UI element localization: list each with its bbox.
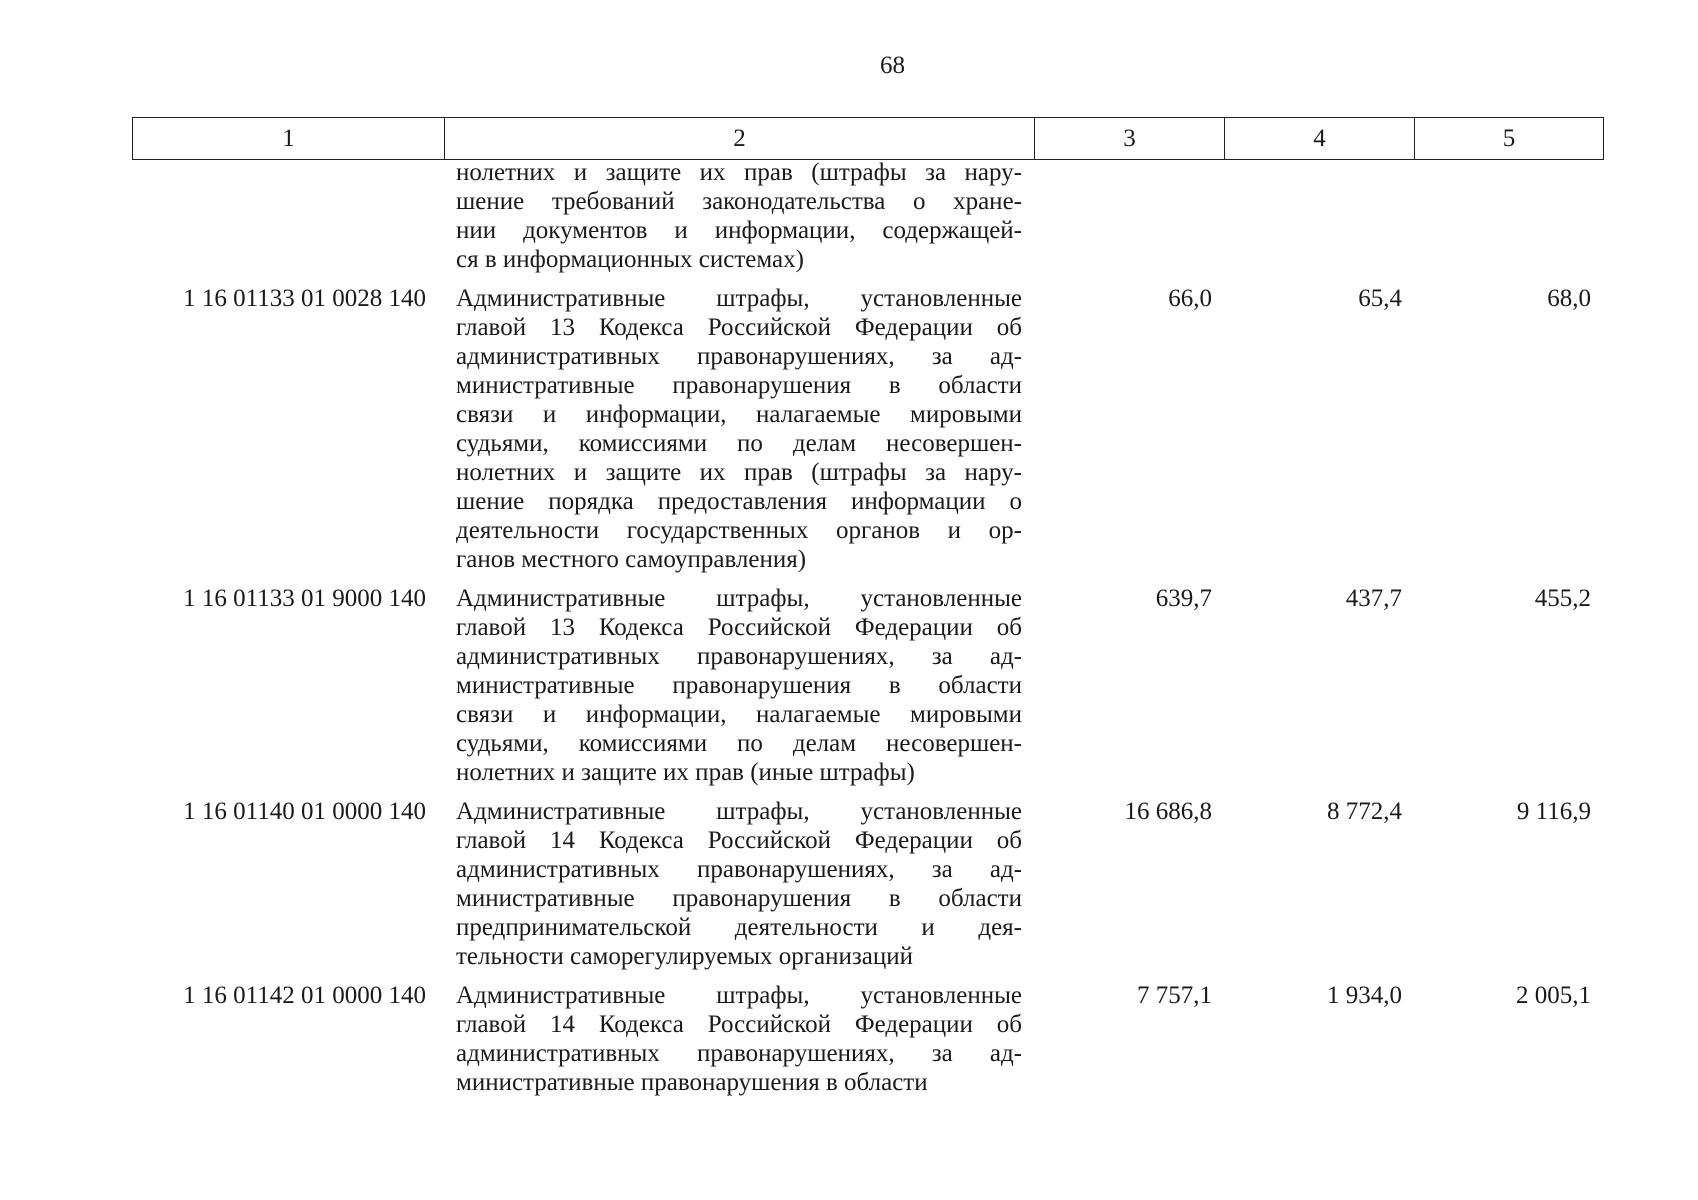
description-line: министративные правонарушения в области	[456, 372, 1022, 399]
description-line: судьями, комиссиями по делам несовершен-	[456, 730, 1022, 757]
column-header-2: 2	[445, 118, 1035, 160]
page-number: 68	[880, 52, 905, 79]
amount-column-5: 9 116,9	[1516, 798, 1591, 825]
amount-column-4: 1 934,0	[1327, 982, 1402, 1009]
classification-code: 1 16 01133 01 0028 140	[183, 285, 426, 312]
description-line: связи и информации, налагаемые мировыми	[456, 401, 1022, 428]
description-line: главой 13 Кодекса Российской Федерации об	[456, 314, 1022, 341]
description-line: административных правонарушениях, за ад-	[456, 343, 1022, 370]
amount-column-3: 66,0	[1168, 285, 1212, 312]
description-line: нолетних и защите их прав (иные штрафы)	[456, 759, 915, 786]
income-description	[444, 787, 1034, 971]
description-line: нолетних и защите их прав (штрафы за нару-	[456, 459, 1022, 486]
amount-column-3: 639,7	[1155, 585, 1212, 612]
income-description	[444, 971, 1034, 1097]
income-description	[444, 274, 1034, 574]
description-line: нии документов и информации, содержащей-	[456, 217, 1022, 244]
description-line: судьями, комиссиями по делам несовершен-	[456, 430, 1022, 457]
description-line: Административные штрафы, установленные	[456, 585, 1022, 612]
description-line: министративные правонарушения в области	[456, 672, 1022, 699]
column-header-5: 5	[1415, 118, 1604, 160]
amount-column-3: 16 686,8	[1124, 798, 1212, 825]
description-line: Административные штрафы, установленные	[456, 285, 1022, 312]
description-line: главой 14 Кодекса Российской Федерации об	[456, 827, 1022, 854]
description-line: шение порядка предоставления информации о	[456, 488, 1022, 515]
amount-column-4: 437,7	[1345, 585, 1402, 612]
amount-column-4: 8 772,4	[1327, 798, 1402, 825]
table-row	[132, 574, 1603, 787]
description-line: шение требований законодательства о хране-	[456, 188, 1022, 215]
description-line: нолетних и защите их прав (штрафы за нару-	[456, 159, 1022, 186]
classification-code: 1 16 01133 01 9000 140	[183, 585, 426, 612]
amount-column-3	[1034, 158, 1224, 274]
amount-column-5: 68,0	[1547, 285, 1591, 312]
column-header-row	[133, 118, 1604, 160]
amount-column-4	[1224, 158, 1414, 274]
description-line: министративные правонарушения в области	[456, 885, 1022, 912]
table-row	[132, 158, 1603, 274]
description-line: главой 14 Кодекса Российской Федерации об	[456, 1011, 1022, 1038]
income-description	[444, 158, 1034, 274]
budget-table	[132, 158, 1603, 1097]
description-line: административных правонарушениях, за ад-	[456, 856, 1022, 883]
column-header-3: 3	[1035, 118, 1225, 160]
table-row	[132, 274, 1603, 574]
description-line: тельности саморегулируемых организаций	[456, 943, 913, 970]
description-line: связи и информации, налагаемые мировыми	[456, 701, 1022, 728]
description-line: главой 13 Кодекса Российской Федерации об	[456, 614, 1022, 641]
description-line: Административные штрафы, установленные	[456, 982, 1022, 1009]
table-row	[132, 971, 1603, 1097]
description-line: Административные штрафы, установленные	[456, 798, 1022, 825]
description-line: административных правонарушениях, за ад-	[456, 1040, 1022, 1067]
column-header-1: 1	[133, 118, 445, 160]
description-line: ся в информационных системах)	[456, 246, 804, 273]
column-header-4: 4	[1225, 118, 1415, 160]
description-line: министративные правонарушения в области	[456, 1069, 928, 1096]
table-row	[132, 787, 1603, 971]
amount-column-3: 7 757,1	[1137, 982, 1212, 1009]
column-header-table	[132, 117, 1604, 160]
amount-column-5: 455,2	[1534, 585, 1591, 612]
income-description	[444, 574, 1034, 787]
classification-code: 1 16 01140 01 0000 140	[183, 798, 426, 825]
amount-column-5: 2 005,1	[1516, 982, 1591, 1009]
amount-column-5	[1414, 158, 1603, 274]
classification-code: 1 16 01142 01 0000 140	[183, 982, 426, 1009]
description-line: предпринимательской деятельности и дея-	[456, 914, 1022, 941]
classification-code	[132, 158, 444, 274]
description-line: деятельности государственных органов и ор-	[456, 517, 1022, 544]
amount-column-4: 65,4	[1358, 285, 1402, 312]
table-body	[132, 158, 1603, 1097]
description-line: ганов местного самоуправления)	[456, 546, 807, 573]
description-line: административных правонарушениях, за ад-	[456, 643, 1022, 670]
